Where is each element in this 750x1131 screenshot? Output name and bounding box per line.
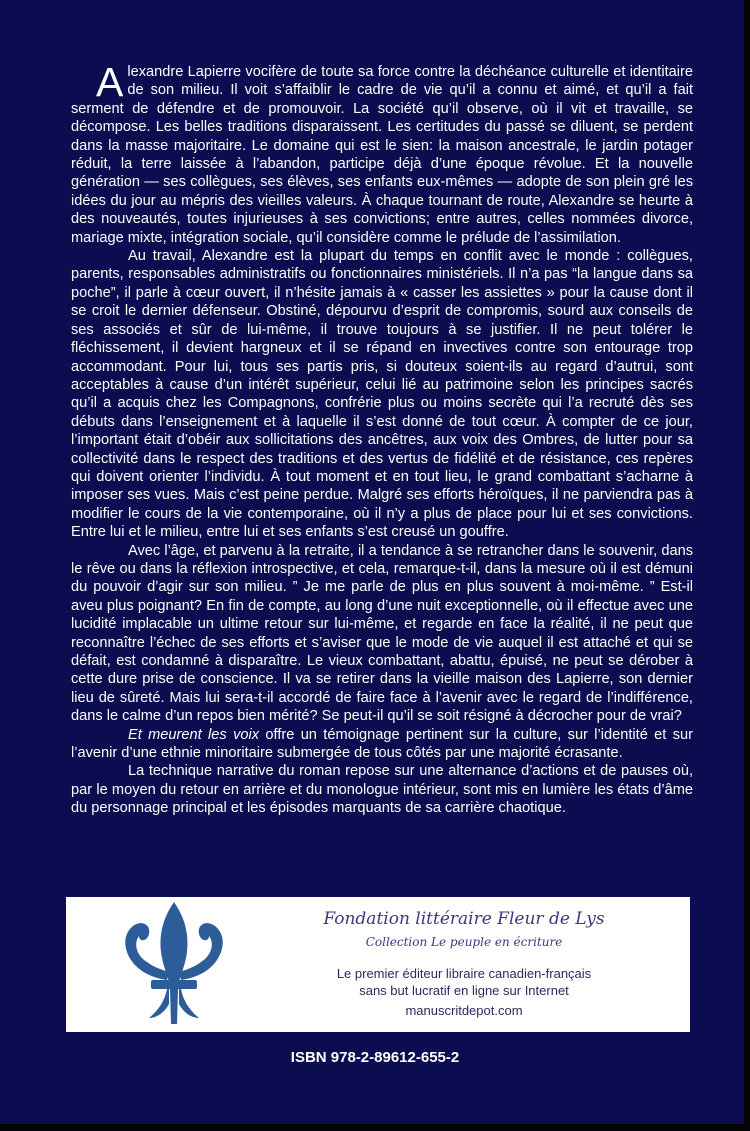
description-line-1: Le premier éditeur libraire canadien-français [336, 966, 592, 981]
paragraph-4 [71, 726, 693, 763]
publisher-description [262, 965, 666, 999]
paragraph-2: Au travail, Alexandre est la plupart du temps en conflit avec le monde : collègues, parents, responsables administratifs ou fonctionnaires ministériels. Il n’a pas “la langue dans sa poche”, il parle à cœur ouvert, il n’hésite jamais à « casser les assiettes » pour la cause dont il se croit le dernier défenseur. Obstiné, dépourvu d’esprit de compromis, sourd aux conseils de ses associés et sûr de lui-même, il trouve toujours à se justifier. Il ne peut tolérer le fléchissement, il devient hargneux et il se répand en invectives contre son entourage trop accommodant. Pour lui, tous ses partis pris, si douteux soient-ils au regard d’autrui, sont acceptables à cause d’un intérêt supérieur, celui lié au patrimoine selon les principes sacrés qu’il a acquis chez les Compagnons, confrérie plus ou moins secrète qui l’a recruté dès ses débuts dans l’enseignement et à laquelle il s’est donné de tout cœur. À compter de ce jour, l’important était d’obéir aux sollicitations des ancêtres, aux voix des Ombres, de lutter pour sa collectivité dans le respect des traditions et des vertus de fidélité et de résistance, ces repères qui doivent orienter l’individu. À tout moment et en tout lieu, le grand combattant s’acharne à imposer ses vues. Mais c’est peine perdue. Malgré ses efforts héroïques, il ne parviendra pas à modifier le cours de la vie contemporaine, où il n’y a plus de place pour lui et ses convictions. Entre lui et le milieu, entre lui et ses enfants s’est creusé un gouffre. [71, 248, 693, 541]
fleur-de-lis-icon [111, 900, 237, 1028]
description-line-2: sans but lucratif en ligne sur Internet [359, 983, 569, 998]
publisher-box [66, 897, 690, 1032]
book-title: Et meurent les voix [128, 726, 260, 743]
paragraph-4-text: offre un témoignage pertinent sur la culture, sur l’identité et sur l’avenir d’une ethnie minoritaire submergée de tous côtés par une majorité écrasante. [71, 726, 693, 762]
publisher-name: Fondation littéraire Fleur de Lys [323, 909, 605, 929]
drop-cap: A [96, 59, 124, 105]
paragraph-1 [71, 59, 693, 247]
publisher-url: manuscritdepot.com [405, 1003, 523, 1018]
paragraph-1-text: lexandre Lapierre vocifère de toute sa force contre la déchéance culturelle et identitaire de son milieu. Il voit s’affaiblir le cadre de vie qu’il a connu et aimé, et qu’il a fait serment de défendre et de promouvoir. La société qu’il observe, où il vit et travaille, se décompose. Les belles traditions disparaissent. Les certitudes du passé se diluent, se perdent dans la masse majoritaire. Le domaine qui est le sien: la maison ancestrale, le jardin potager réduit, la terre laissée à l’abandon, participe déjà d’une époque révolue. Et la nouvelle génération — ses collègues, ses élèves, ses enfants eux-mêmes — adopte de son plein gré les idées du jour au mépris des vieilles valeurs. À chaque tournant de route, Alexandre se heurte à des nouveautés, toutes injurieuses à ses convictions; entre autres, celles nommées divorce, mariage mixte, intégration sociale, qu’il considère comme le prélude de l’assimilation. [71, 64, 693, 246]
synopsis-text [71, 59, 693, 818]
isbn: ISBN 978-2-89612-655-2 [290, 1049, 460, 1066]
paragraph-5: La technique narrative du roman repose sur une alternance d’actions et de pauses où, par le moyen du retour en arrière et du monologue intérieur, sont mis en lumière les états d’âme du personnage principal et les épisodes marquants de sa carrière chaotique. [71, 763, 693, 817]
collection-name: Collection Le peuple en écriture [365, 935, 563, 949]
paragraph-3: Avec l’âge, et parvenu à la retraite, il a tendance à se retrancher dans le souvenir, dans le rêve ou dans la réflexion introspective, et cela, remarque-t-il, dans la mesure où il est démuni du pouvoir d’agir sur son milieu. ” Je me parle de plus en plus souvent à moi-même. ” Est-il aveu plus poignant? En fin de compte, au long d’une nuit exceptionnelle, où il effectue avec une lucidité implacable un ultime retour sur lui-même, et regarde en face la réalité, il ne peut que reconnaître l’échec de ses efforts et s’aviser que le mode de vie auquel il est attaché et qui se défait, est condamné à disparaître. Le vieux combattant, abattu, épuisé, ne peut se dérober à cette dure prise de conscience. Il va se retirer dans la vieille maison des Lapierre, son dernier lieu de sûreté. Mais lui sera-t-il accordé de faire face à l’avenir avec le regard de l’indifférence, dans le calme d’un repos bien mérité? Se peut-il qu’il se soit résigné à décrocher pour de vrai? [71, 542, 693, 725]
